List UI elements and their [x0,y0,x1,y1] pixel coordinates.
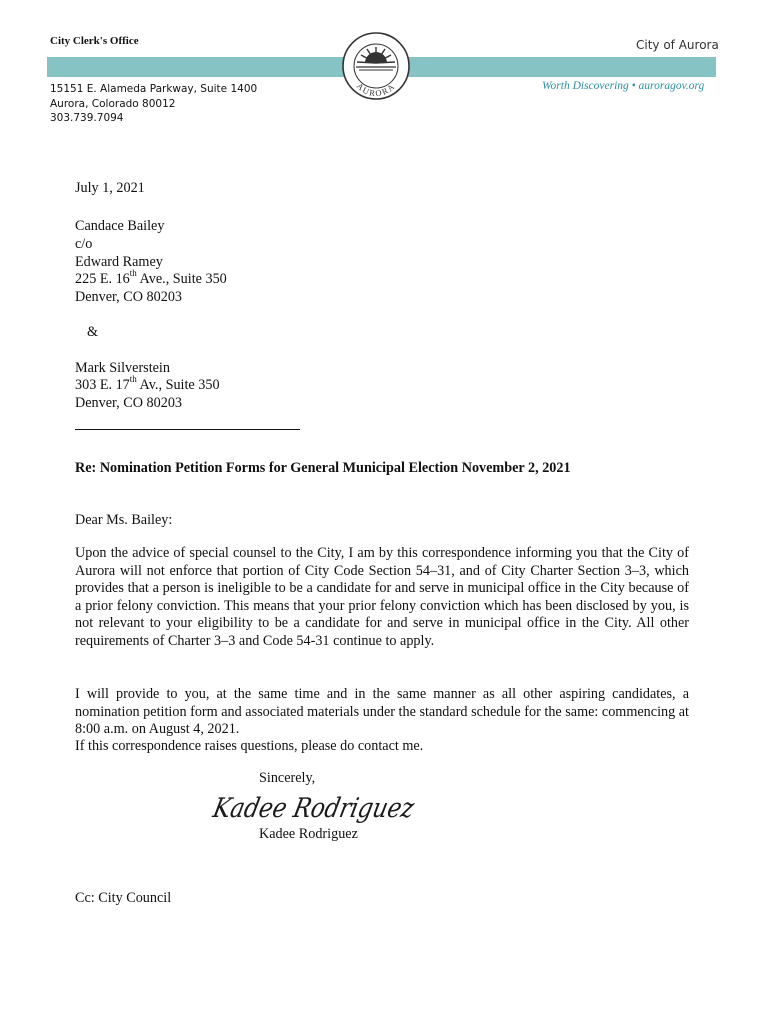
city-seal-logo [341,31,411,101]
recipient2-street-suffix: th [129,374,137,385]
svg-text:Kadee Rodriguez: Kadee Rodriguez [210,793,452,824]
salutation: Dear Ms. Bailey: [75,512,173,528]
recipient1-care-of: c/o [75,236,93,252]
recipient2-name: Mark Silverstein [75,360,170,376]
body-paragraph: Upon the advice of special counsel to the City, I am by this correspondence informing you that the City of Aurora will not enforce that portion of City Code Section 54–31, and of City Charter Section 3–3, which provides that a person is ineligible to be a candidate for and serve in municipal office in the City because of a prior felony conviction. This means that your prior felony conviction which has been disclosed by you, is not relevant to your eligibility to be a candidate for and serve in municipal office in the City. All other requirements of Charter 3–3 and Code 54-31 continue to apply. [75,545,689,649]
address-line-2: Aurora, Colorado 80012 [50,98,176,110]
recipient1-street-rest: Ave., Suite 350 [136,271,227,287]
recipient1-attorney: Edward Ramey [75,254,163,270]
signer-name: Kadee Rodriguez [259,826,358,842]
subject-line: Re: Nomination Petition Forms for General Municipal Election November 2, 2021 [75,460,571,476]
body-paragraph: If this correspondence raises questions, please do contact me. [75,738,424,754]
letter-date: July 1, 2021 [75,180,145,196]
phone-number: 303.739.7094 [50,112,124,124]
recipient1-city: Denver, CO 80203 [75,289,183,305]
recipient1-street-number: 225 E. 16 [75,271,130,287]
city-name: City of Aurora [636,38,719,52]
seal-text: AURORA [354,80,398,99]
cc-line: Cc: City Council [75,890,172,906]
office-title: City Clerk's Office [50,35,139,47]
tagline: Worth Discovering • auroragov.org [542,80,705,92]
recipient2-street [75,374,220,394]
ampersand: & [87,324,99,340]
address-line-1: 15151 E. Alameda Parkway, Suite 1400 [50,83,258,95]
recipient1-street-suffix: th [129,268,137,279]
recipient2-street-rest: Av., Suite 350 [136,377,220,393]
address-divider [75,429,300,430]
recipient2-street-number: 303 E. 17 [75,377,130,393]
body-paragraph: I will provide to you, at the same time and in the same manner as all other aspiring candidates, a nomination petition form and associated materials under the standard schedule for the same: commencing at 8:00 a.m. on August 4, 2021. [75,686,689,738]
recipient2-city: Denver, CO 80203 [75,395,183,411]
closing: Sincerely, [259,770,316,786]
recipient1-name: Candace Bailey [75,218,165,234]
recipient1-street [75,268,227,288]
